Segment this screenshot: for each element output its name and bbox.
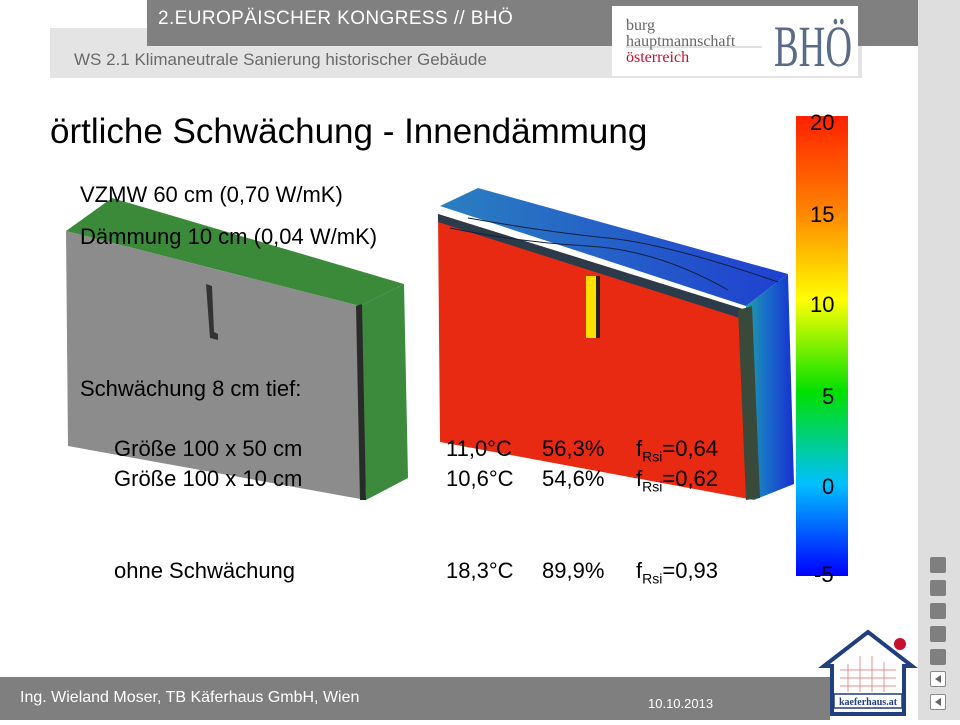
prev-arrow-button[interactable] — [930, 694, 946, 710]
wall-illustration — [48, 106, 850, 590]
row-percent: 89,9% — [542, 558, 605, 583]
scale-label: 5 — [822, 384, 835, 409]
logo-text-line2: hauptmannschaft — [626, 33, 736, 50]
presentation-date: 10.10.2013 — [648, 696, 714, 711]
scale-label: -5 — [814, 562, 834, 587]
slide-nav-button[interactable] — [930, 580, 946, 596]
row-temp: 10,6°C — [446, 466, 514, 491]
scale-label: 20 — [810, 110, 835, 135]
svg-text:kaeferhaus.at: kaeferhaus.at — [838, 697, 898, 708]
scale-label: 0 — [822, 474, 835, 499]
kaferhaus-logo — [818, 626, 918, 720]
prev-arrow-button[interactable] — [930, 671, 946, 687]
row-label: ohne Schwächung — [114, 558, 296, 583]
color-scale-bar — [796, 116, 848, 576]
row-temp: 18,3°C — [446, 558, 514, 583]
wall-spec-line2: Dämmung 10 cm (0,04 W/mK) — [80, 224, 378, 249]
row-frsi: $f_{Rsi}=0,64$ — [636, 436, 719, 465]
bho-logo-mark — [774, 14, 852, 79]
logo-text-line3: österreich — [626, 49, 690, 66]
burghauptmannschaft-logo — [612, 6, 858, 79]
prev-arrow-icon — [931, 695, 945, 709]
svg-text:BHÖ: BHÖ — [774, 14, 852, 79]
slide-nav-button[interactable] — [930, 603, 946, 619]
row-percent: 56,3% — [542, 436, 605, 461]
presenter-name: Ing. Wieland Moser, TB Käferhaus GmbH, Wien — [20, 689, 360, 706]
slide-nav-button[interactable] — [930, 557, 946, 573]
logo-text-line1: burg — [626, 17, 656, 34]
slide-nav-button[interactable] — [930, 649, 946, 665]
weakening-heading: Schwächung 8 cm tief: — [80, 376, 302, 401]
workshop-title: WS 2.1 Klimaneutrale Sanierung historischer Gebäude — [74, 50, 487, 69]
scale-label: 15 — [810, 202, 835, 227]
wall-spec-line1: VZMW 60 cm (0,70 W/mK) — [80, 182, 343, 207]
congress-title: 2.EUROPÄISCHER KONGRESS // BHÖ — [158, 8, 514, 29]
prev-arrow-icon — [931, 672, 945, 686]
row-percent: 54,6% — [542, 466, 605, 491]
slide-title: örtliche Schwächung - Innendämmung — [50, 112, 648, 151]
scale-label: 10 — [810, 292, 835, 317]
row-temp: 11,0°C — [446, 436, 512, 461]
row-label: Größe 100 x 10 cm — [114, 466, 303, 491]
slide-content — [48, 106, 850, 590]
row-frsi: $f_{Rsi}=0,93$ — [636, 558, 719, 587]
slide-nav-button[interactable] — [930, 626, 946, 642]
row-label: Größe 100 x 50 cm — [114, 436, 303, 461]
row-frsi: $f_{Rsi}=0,62$ — [636, 466, 719, 495]
